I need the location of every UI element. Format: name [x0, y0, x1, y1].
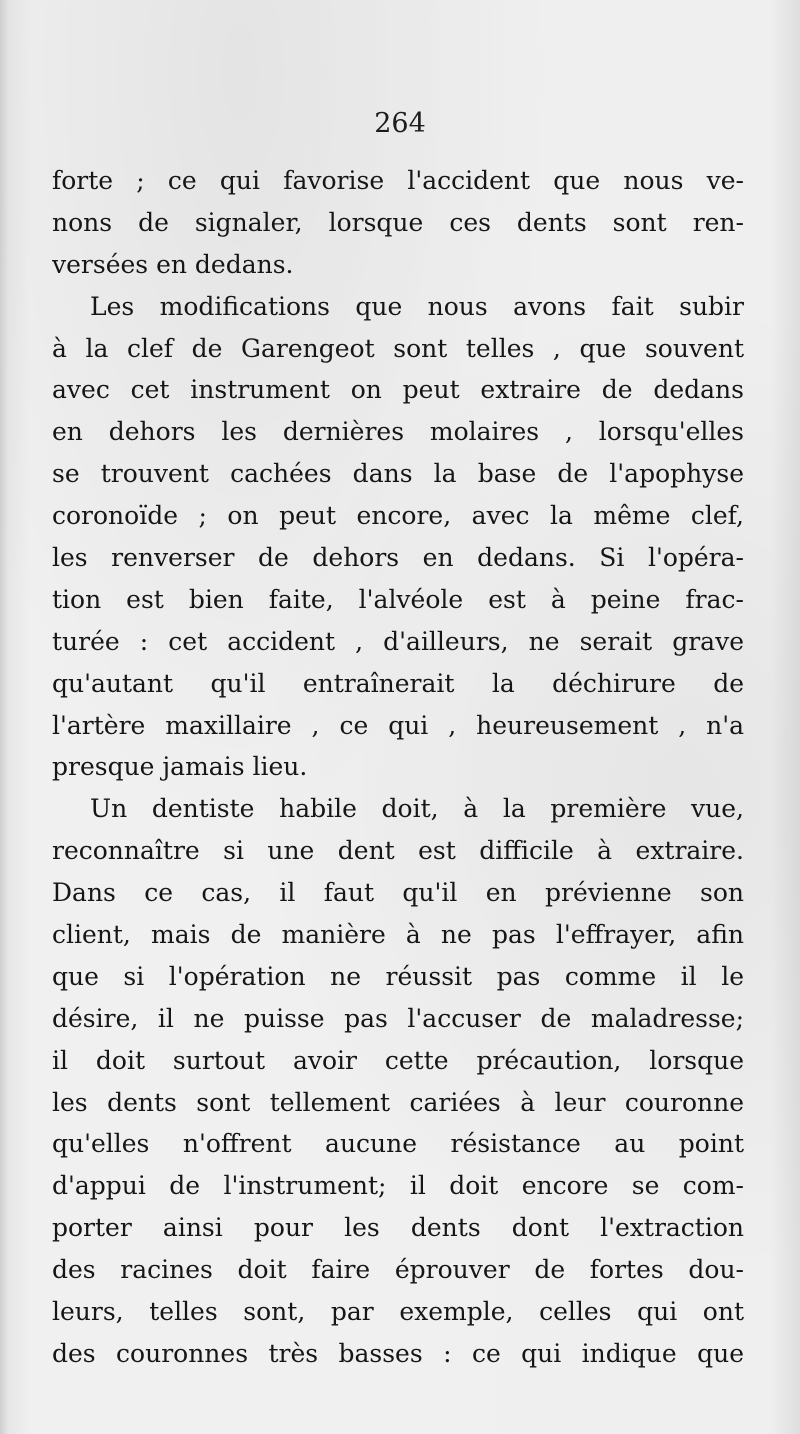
text-line: qu'elles n'offrent aucune résistance au point [52, 1129, 744, 1159]
text-line: qu'autant qu'il entraînerait la déchirure de [52, 668, 744, 698]
text-line: se trouvent cachées dans la base de l'apophyse [52, 459, 744, 489]
text-line: des couronnes très basses : ce qui indique que [52, 1338, 744, 1368]
text-line: que si l'opération ne réussit pas comme il le [52, 961, 744, 991]
text-line: turée : cet accident , d'ailleurs, ne serait grave [52, 626, 744, 656]
text-line: désire, il ne puisse pas l'accuser de maladresse; [52, 1003, 744, 1033]
page-number: 264 [374, 108, 426, 139]
text-line: versées en dedans. [52, 249, 294, 279]
text-line: en dehors les dernières molaires , lorsqu'elles [52, 417, 744, 447]
text-line: Les modifications que nous avons fait subir [90, 291, 744, 321]
text-line: les renverser de dehors en dedans. Si l'opéra- [52, 543, 744, 573]
text-line: tion est bien faite, l'alvéole est à peine frac- [52, 584, 744, 614]
text-line: coronoïde ; on peut encore, avec la même clef, [52, 501, 744, 531]
page-gutter-shadow [0, 0, 8, 1434]
text-line: Un dentiste habile doit, à la première vue, [90, 794, 744, 824]
text-line: nons de signaler, lorsque ces dents sont ren- [52, 207, 744, 237]
text-line: l'artère maxillaire , ce qui , heureusement , n'a [52, 710, 744, 740]
text-line: client, mais de manière à ne pas l'effrayer, afin [52, 920, 744, 950]
text-line: forte ; ce qui favorise l'accident que nous ve- [52, 166, 744, 195]
text-line: les dents sont tellement cariées à leur couronne [52, 1087, 744, 1117]
text-line: des racines doit faire éprouver de fortes dou- [52, 1255, 744, 1285]
text-line: il doit surtout avoir cette précaution, lorsque [52, 1045, 744, 1075]
text-line: avec cet instrument on peut extraire de dedans [52, 375, 744, 405]
text-line: porter ainsi pour les dents dont l'extraction [52, 1213, 744, 1243]
text-line: presque jamais lieu. [52, 752, 308, 782]
text-line: reconnaître si une dent est difficile à extraire. [52, 836, 744, 866]
text-line: leurs, telles sont, par exemple, celles qui ont [52, 1297, 744, 1327]
text-line: d'appui de l'instrument; il doit encore se com- [52, 1171, 744, 1201]
text-line: à la clef de Garengeot sont telles , que souvent [52, 333, 744, 363]
body-text [52, 160, 744, 1375]
text-line: Dans ce cas, il faut qu'il en prévienne son [52, 878, 744, 908]
